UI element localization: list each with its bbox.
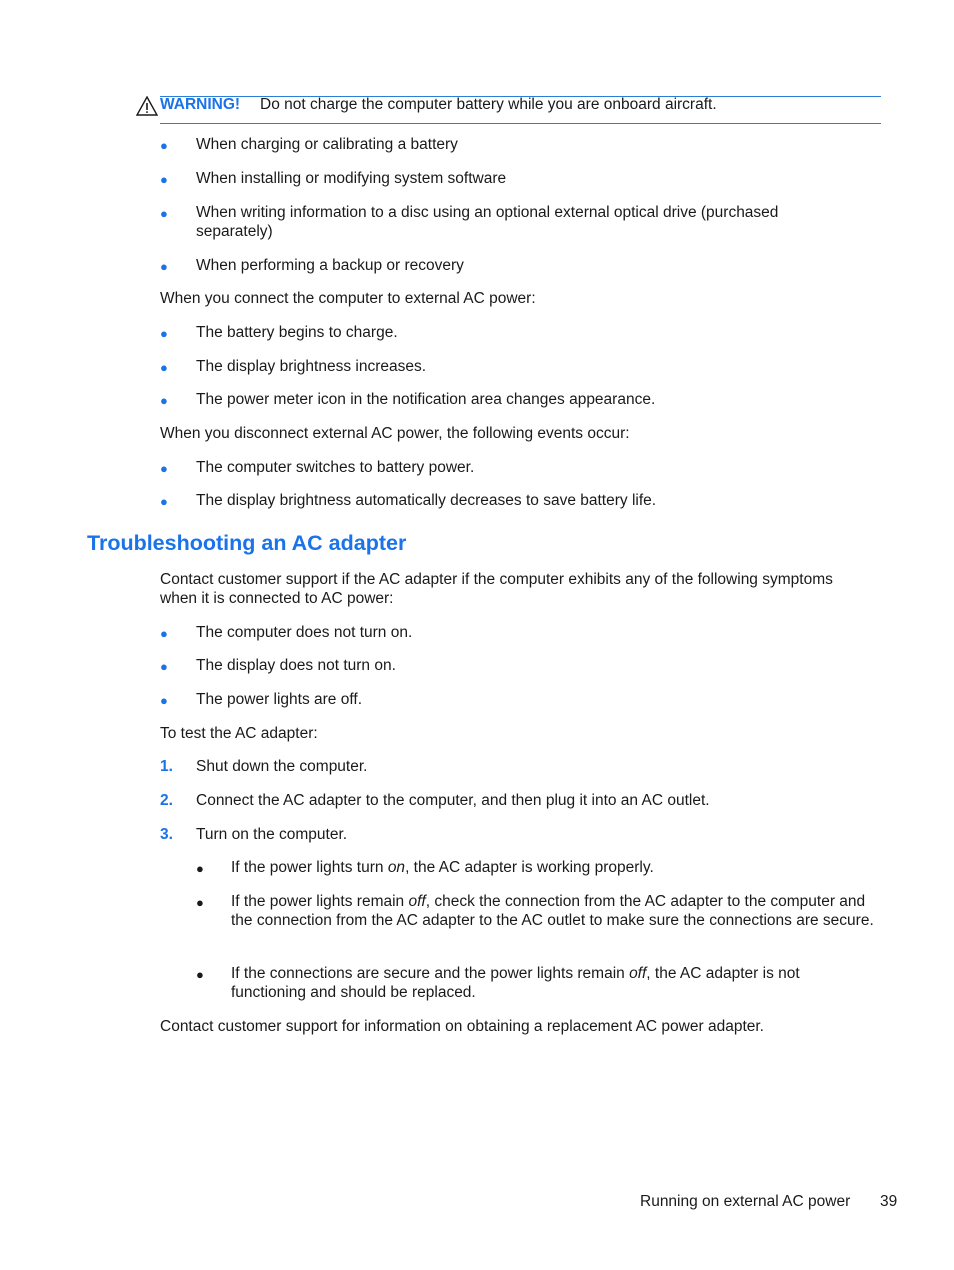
step-number: 1. (160, 758, 173, 775)
sub-list-item: If the power lights remain off, check the connection from the AC adapter to the computer and the connection from the AC adapter to the AC outlet to make sure the connections are secure. (231, 893, 874, 929)
warning-label: WARNING! (160, 96, 241, 113)
bullet-icon: ● (196, 895, 204, 910)
list-item: When writing information to a disc using an optional external optical drive (purchased separately) (196, 204, 779, 240)
list-item: The computer switches to battery power. (196, 459, 475, 476)
sub-list-item: If the power lights turn on, the AC adapter is working properly. (231, 859, 654, 876)
paragraph-final: Contact customer support for information on obtaining a replacement AC power adapter. (160, 1018, 764, 1035)
bullet-icon: ● (160, 138, 168, 153)
bullet-icon: ● (160, 494, 168, 509)
step-text: Connect the AC adapter to the computer, and then plug it into an AC outlet. (196, 792, 710, 809)
bullet-icon: ● (160, 461, 168, 476)
bullet-icon: ● (160, 693, 168, 708)
paragraph-contact: Contact customer support if the AC adapter if the computer exhibits any of the following symptoms when it is connected to AC power: (160, 571, 833, 607)
footer-section-title: Running on external AC power (640, 1193, 851, 1210)
bullet-icon: ● (196, 967, 204, 982)
paragraph-connect: When you connect the computer to external AC power: (160, 290, 536, 307)
bullet-icon: ● (160, 393, 168, 408)
list-item: The computer does not turn on. (196, 624, 413, 641)
bullet-icon: ● (160, 326, 168, 341)
emphasis-text: off (629, 965, 647, 982)
step-number: 2. (160, 792, 173, 809)
bullet-icon: ● (160, 259, 168, 274)
sub-list-item: If the connections are secure and the power lights remain off, the AC adapter is not functioning and should be replaced. (231, 965, 800, 1001)
list-item: The power lights are off. (196, 691, 362, 708)
list-item: The power meter icon in the notification area changes appearance. (196, 391, 656, 408)
bullet-icon: ● (196, 861, 204, 876)
bullet-icon: ● (160, 659, 168, 674)
list-item: The display brightness increases. (196, 358, 427, 375)
list-item: The display brightness automatically decreases to save battery life. (196, 492, 657, 509)
bullet-icon: ● (160, 172, 168, 187)
step-number: 3. (160, 826, 173, 843)
bullet-icon: ● (160, 206, 168, 221)
list-item: When charging or calibrating a battery (196, 136, 458, 153)
list-item: The battery begins to charge. (196, 324, 398, 341)
emphasis-text: off (408, 893, 426, 910)
list-item: The display does not turn on. (196, 657, 396, 674)
list-item: When installing or modifying system software (196, 170, 507, 187)
warning-text: Do not charge the computer battery while you are onboard aircraft. (260, 96, 717, 113)
section-heading: Troubleshooting an AC adapter (87, 531, 407, 555)
list-item: When performing a backup or recovery (196, 257, 464, 274)
bullet-icon: ● (160, 360, 168, 375)
bullet-icon: ● (160, 626, 168, 641)
step-text: Shut down the computer. (196, 758, 368, 775)
paragraph-disconnect: When you disconnect external AC power, the following events occur: (160, 425, 630, 442)
warning-triangle-icon (136, 96, 158, 116)
emphasis-text: on (387, 859, 406, 876)
paragraph-test: To test the AC adapter: (160, 725, 318, 742)
step-text: Turn on the computer. (196, 826, 348, 843)
page-number: 39 (880, 1193, 898, 1210)
